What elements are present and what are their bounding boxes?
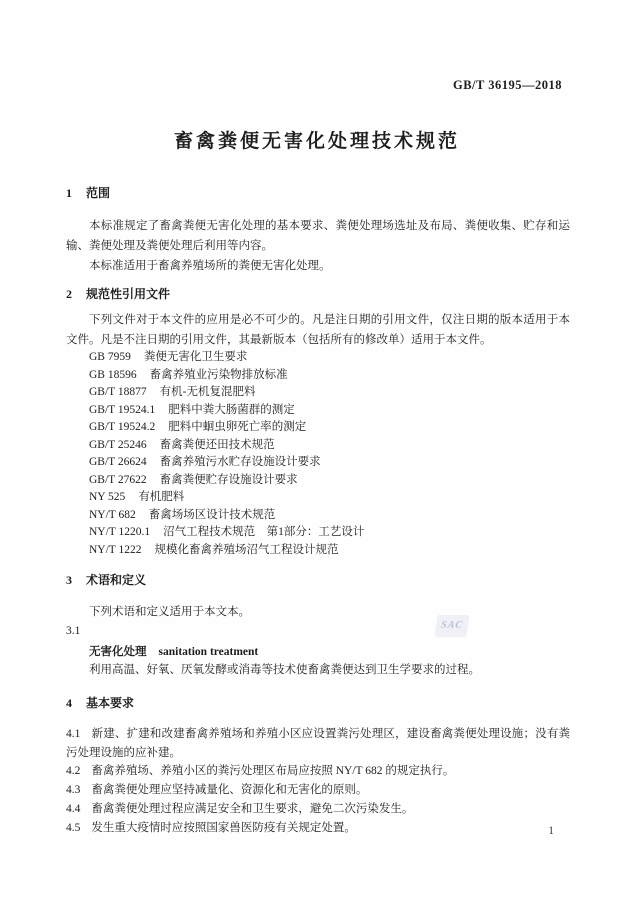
reference-title: 粪便无害化卫生要求 <box>143 351 248 363</box>
reference-item <box>66 349 570 367</box>
section-2-heading <box>66 285 570 302</box>
reference-title: 畜禽养殖业污染物排放标准 <box>149 368 288 381</box>
reference-code: NY/T 1220.1 <box>89 526 151 538</box>
requirement-text: 畜禽粪便处理过程应满足安全和卫生要求，避免二次污染发生。 <box>91 802 414 815</box>
requirement-item <box>66 819 570 838</box>
section-2-number: 2 <box>66 287 72 301</box>
reference-code: GB 18596 <box>89 368 137 381</box>
reference-title: 畜禽粪便还田技术规范 <box>159 438 275 451</box>
reference-item <box>66 437 570 455</box>
document-title: 畜禽粪便无害化处理技术规范 <box>173 131 460 152</box>
requirement-item <box>66 781 570 800</box>
reference-code: GB/T 18877 <box>89 386 147 398</box>
reference-code: NY 525 <box>89 491 126 503</box>
terms-intro-paragraph: 下列术语和定义适用于本文本。 <box>89 606 250 618</box>
section-3-heading <box>66 571 570 588</box>
term-english: sanitation treatment <box>158 646 259 658</box>
requirement-number: 4.1 <box>66 728 81 740</box>
scope-paragraph: 本标准适用于畜禽养殖场所的粪便无害化处理。 <box>89 260 331 272</box>
requirement-number: 4.5 <box>66 821 81 834</box>
scope-paragraph: 本标准规定了畜禽粪便无害化处理的基本要求、粪便处理场选址及布局、粪便收集、贮存和运输、粪便处理及粪便处理后利用等内容。 <box>66 220 570 252</box>
reference-item <box>66 384 570 402</box>
reference-title: 有机肥料 <box>138 491 185 503</box>
reference-title: 肥料中蛔虫卵死亡率的测定 <box>168 421 307 433</box>
term-number: 3.1 <box>66 625 81 637</box>
references-list <box>66 349 570 559</box>
reference-code: GB/T 25246 <box>89 438 147 451</box>
section-3-number: 3 <box>66 573 72 587</box>
reference-item <box>66 524 570 542</box>
section-3-title: 术语和定义 <box>86 573 147 587</box>
requirement-text: 畜禽养殖场、养殖小区的粪污处理区布局应按照 NY/T 682 的规定执行。 <box>91 765 455 778</box>
requirement-item <box>66 800 570 819</box>
reference-code: GB/T 19524.1 <box>89 403 156 416</box>
reference-code: GB/T 19524.2 <box>89 421 156 433</box>
reference-item <box>66 542 570 560</box>
reference-title: 规模化畜禽养殖场沼气工程设计规范 <box>154 543 339 556</box>
reference-code: NY/T 682 <box>89 508 136 521</box>
section-2-title: 规范性引用文件 <box>86 287 171 301</box>
requirement-item <box>66 762 570 781</box>
reference-code: GB/T 27622 <box>89 473 147 486</box>
reference-item <box>66 402 570 420</box>
reference-item <box>66 507 570 525</box>
requirement-text: 畜禽粪便处理应坚持减量化、资源化和无害化的原则。 <box>91 784 368 797</box>
section-4-heading <box>66 694 570 711</box>
reference-title: 畜禽场场区设计技术规范 <box>148 508 276 521</box>
section-4-number: 4 <box>66 696 72 710</box>
term-chinese: 无害化处理 <box>89 646 147 658</box>
term-definition: 利用高温、好氧、厌氧发酵或消毒等技术使畜禽粪便达到卫生学要求的过程。 <box>89 664 480 676</box>
reference-item <box>66 454 570 472</box>
reference-item <box>66 472 570 490</box>
reference-item <box>66 489 570 507</box>
section-1-body <box>66 216 570 276</box>
reference-code: NY/T 1222 <box>89 543 142 556</box>
section-1-title: 范围 <box>86 186 111 200</box>
references-intro <box>66 311 570 350</box>
page-number: 1 <box>548 825 554 837</box>
reference-title: 有机-无机复混肥料 <box>159 386 256 398</box>
reference-item <box>66 419 570 437</box>
requirement-text: 新建、扩建和改建畜禽养殖场和养殖小区应设置粪污处理区，建设畜禽粪便处理设施；没有粪污处理设施的应补建。 <box>66 728 570 759</box>
section-4-items <box>66 725 570 837</box>
reference-title: 畜禽养殖污水贮存设施设计要求 <box>159 456 321 468</box>
references-intro-paragraph: 下列文件对于本文件的应用是必不可少的。凡是注日期的引用文件，仅注日期的版本适用于本文件。凡是不注日期的引用文件，其最新版本（包括所有的修改单）适用于本文件。 <box>66 314 570 346</box>
reference-title: 畜禽粪便贮存设施设计要求 <box>159 473 298 486</box>
requirement-text: 发生重大疫情时应按照国家兽医防疫有关规定处置。 <box>91 821 356 834</box>
section-1-number: 1 <box>66 186 72 200</box>
reference-title: 肥料中粪大肠菌群的测定 <box>168 403 295 416</box>
reference-item <box>66 367 570 385</box>
requirement-number: 4.4 <box>66 802 81 815</box>
section-4-title: 基本要求 <box>86 696 135 710</box>
term-entry <box>66 643 593 659</box>
reference-code: GB/T 26624 <box>89 456 147 468</box>
terms-intro <box>66 602 570 622</box>
requirement-number: 4.2 <box>66 765 81 778</box>
standard-number: GB/T 36195—2018 <box>452 78 562 92</box>
requirement-item <box>66 725 570 762</box>
section-1-heading <box>66 184 570 201</box>
requirement-number: 4.3 <box>66 784 81 797</box>
reference-title: 沼气工程技术规范 第1部分：工艺设计 <box>163 526 365 538</box>
sac-watermark: SAC <box>434 615 469 637</box>
reference-code: GB 7959 <box>89 351 131 363</box>
